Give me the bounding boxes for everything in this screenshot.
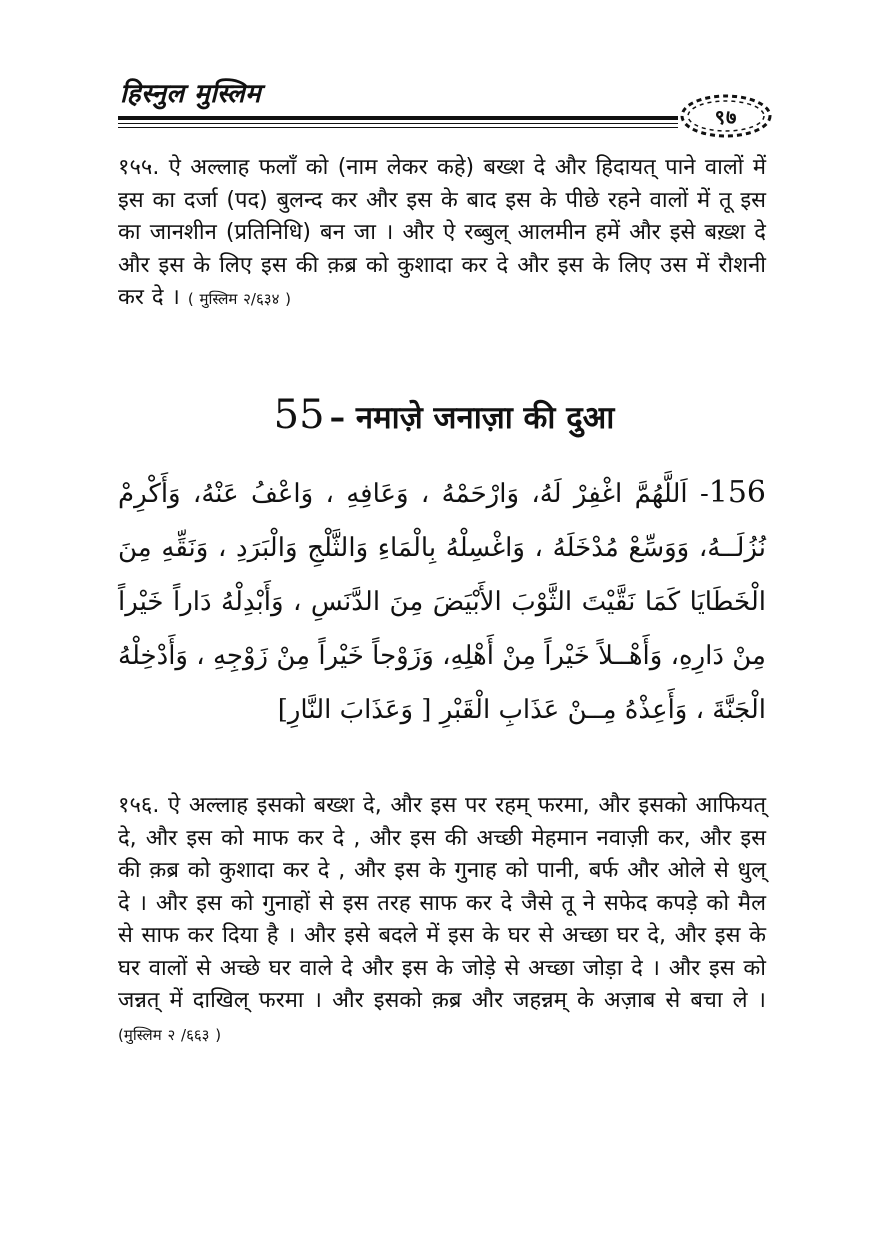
section-number: 55 (273, 392, 325, 438)
paragraph-text: १५५. ऐ अल्लाह फलाँ को (नाम लेकर कहे) बख्श दे और हिदायत् पाने वालों में इस का दर्जा (पद) बुलन्द कर और इस के बाद इस के पीछे रहने वालों में तू इस का जानशीन (प्रतिनिधि) बन जा । और ऐ रब्बुल् आलमीन हमें और इसे बख़्श दे और इस के लिए इस की क़ब्र को कुशादा कर दे और इस के लिए उस में रौशनी कर दे । (118, 155, 766, 310)
section-title: – नमाज़े जनाज़ा की दुआ (329, 400, 615, 436)
header-rule-thin (118, 123, 678, 124)
section-heading (0, 392, 888, 438)
page-number: ९७ (714, 104, 738, 129)
paragraph-text: १५६. ऐ अल्लाह इसको बख्श दे, और इस पर रहम् फरमा, और इसको आफियत् दे, और इस को माफ कर दे , और इस की अच्छी मेहमान नवाज़ी कर, और इस की क़ब्र को कुशादा कर दे , और इस के गुनाह को पानी, बर्फ और ओले से धुल् दे । और इस को गुनाहों से इस तरह साफ कर दे जैसे तू ने सफेद कपड़े को मैल से साफ कर दिया है । और इसे बदले में इस के घर से अच्छा घर दे, और इस के घर वालों से अच्छे घर वाले दे और इस के जोड़े से अच्छा जोड़ा दे । और इस को जन्नत् में दाखिल् फरमा । और इसको क़ब्र और जहन्नम् के अज़ाब से बचा ले । (118, 793, 766, 1013)
source-reference: ( मुस्लिम २/६३४ ) (187, 290, 291, 308)
supplication-number: 156 (708, 475, 767, 510)
translation-paragraph-155 (118, 152, 766, 316)
page-number-badge (676, 88, 776, 144)
arabic-text: - اَللَّهُمَّ اغْفِرْ لَهُ، وَارْحَمْهُ ، وَعَافِهِ ، وَاعْفُ عَنْهُ، وَأَكْرِمْ نُزُلَــهُ، وَوَسِّعْ مُدْخَلَهُ ، وَاغْسِلْهُ بِالْمَاءِ وَالثَّلْجِ وَالْبَرَدِ ، وَنَقِّهِ مِنَ الْخَطَايَا كَمَا نَقَّيْتَ الثَّوْبَ الأَبْيَضَ مِنَ الدَّنَسِ ، وَأَبْدِلْهُ دَاراً خَيْراً مِنْ دَارِهِ، وَأَهْــلاً خَيْراً مِنْ أَهْلِهِ، وَزَوْجاً خَيْراً مِنْ زَوْجِهِ ، وَأَدْخِلْهُ الْجَنَّةَ ، وَأَعِذْهُ مِــنْ عَذَابِ الْقَبْرِ [ وَعَذَابَ النَّارِ] (118, 479, 766, 725)
running-header-title: हिस्नुल मुस्लिम (120, 79, 262, 109)
source-reference: (मुस्लिम २ /६६३ ) (118, 1025, 222, 1044)
header-rule-thin (118, 127, 678, 128)
arabic-supplication-156 (118, 466, 766, 737)
translation-paragraph-156 (118, 790, 766, 1051)
header-rule-thick (118, 116, 678, 120)
